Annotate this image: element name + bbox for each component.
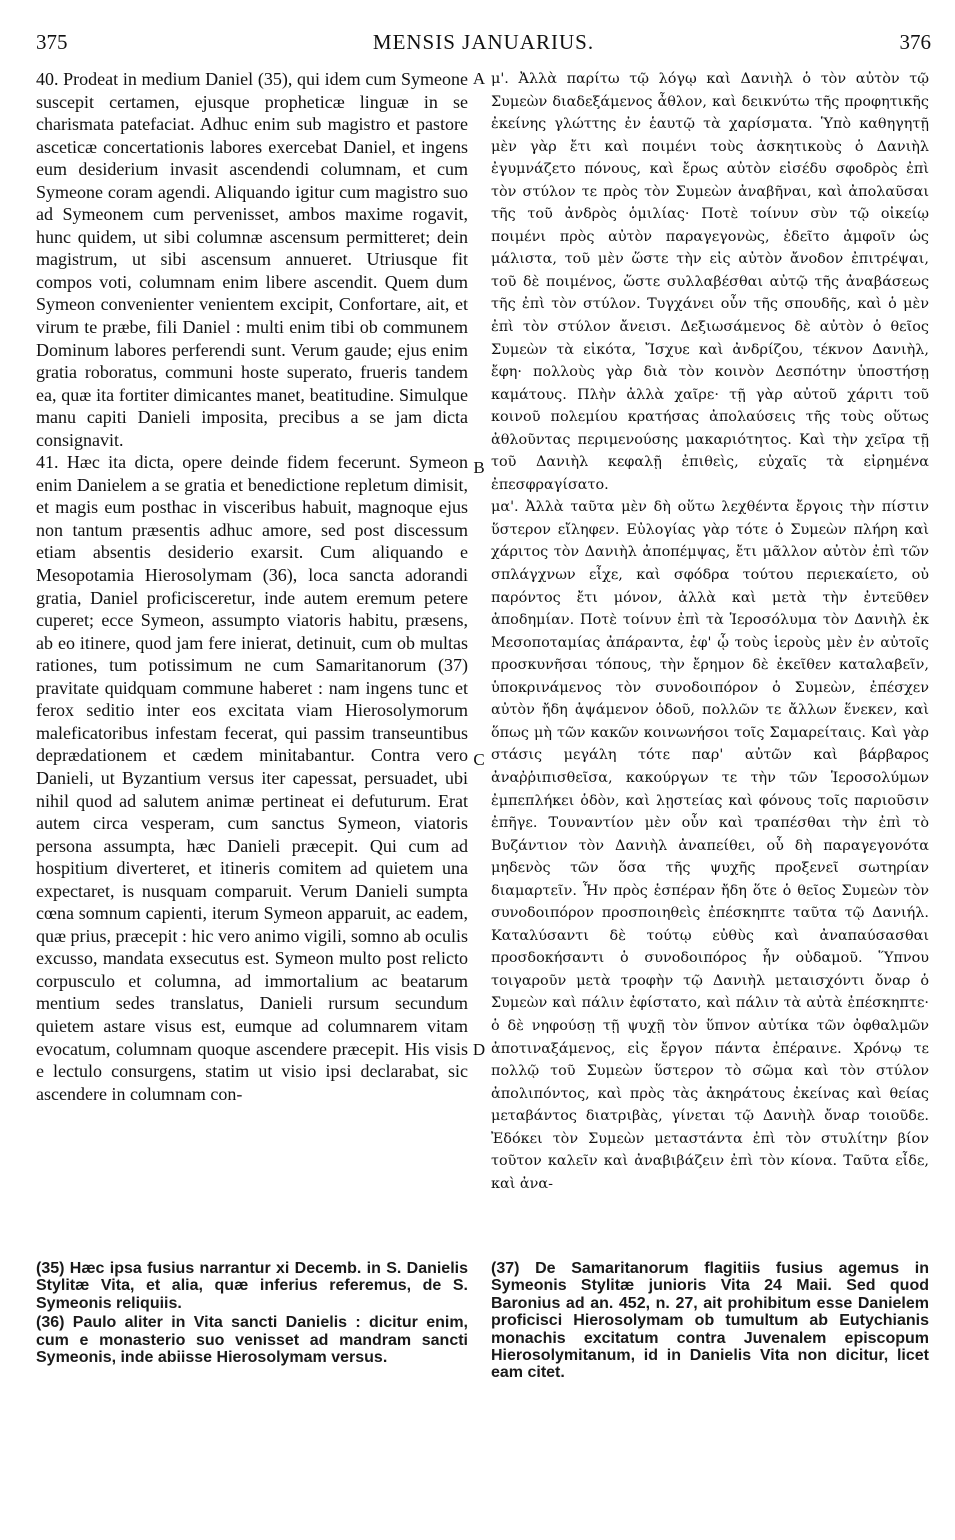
greek-paragraph-40: μ'. Ἀλλὰ παρίτω τῷ λόγῳ καὶ Δανιὴλ ὁ τὸν αὐτὸν τῷ Συμεὼν διαδεξάμενος ἆθλον, καὶ δεικνύτω τῆς προφητικῆς ἐκείνης γλώττης ἐν ἑαυτῷ τὰ χαρίσματα. Ὑπὸ καθηγητῇ μὲν γὰρ ἔτι καὶ ποιμένι τοὺς ἀσκητικοὺς ὁ Δανιὴλ ἐγυμνάζετο πόνους, καὶ ἔρως αὐτὸν εἰσέδυ σφοδρὸς ἐπὶ τὸν στύλον τε πρὸς τὸν Συμεὼν ἀναβῆναι, καὶ ἀπολαῦσαι τῆς τοῦ ἀνδρὸς ὁμιλίας· Ποτὲ τοίνυν σὺν τῷ οἰκείῳ ποιμένι πρὸς αὐτὸν παραγεγονὼς, ἐδεῖτο ἀμφοῖν ὡς μάλιστα, τοῦ μὲν ὥστε τὴν εἰς αὐτὸν ἄνοδον ἐπιτρέψαι, τοῦ δὲ ποιμένος, ὥστε συλλαβέσθαι αὐτῷ τῆς ἀναβάσεως τῆς ἐπὶ τὸν στύλον. Τυγχάνει οὖν τῆς σπουδῆς, καὶ ὁ μὲν ἐπὶ τὸν στύλον ἄνεισι. Δεξιωσάμενος δὲ αὐτὸν ὁ θεῖος Συμεὼν τὰ εἰκότα, Ἴσχυε καὶ ἀνδρίζου, τέκνον Δανιὴλ, ἔφη· πολλοὺς γὰρ διὰ τὸν κοινὸν Δεσπότην ὑποστήσῃ καμάτους. Πλὴν ἀλλὰ χαῖρε· τῇ γὰρ αὐτοῦ χάριτι τοῦ κοινοῦ πολεμίου κρατήσας ἀπολαύσεις τῆς τοὺς οὕτως ἀθλοῦντας περιμενούσης μακαριότητος. Καὶ τὴν χεῖρα τῇ τοῦ Δανιὴλ κεφαλῇ ἐπιθεὶς, εὐχαῖς τὰ εἰρημένα ἐπεσφραγίσατο. <box>491 71 929 493</box>
latin-paragraph-41: 41. Hæc ita dicta, opere deinde fidem fecerunt. Symeon enim Danielem a se gratia et benedictione repletum dimisit, et magis eum posthac in visceribus habuit, magnoque ejus non tantum præsentis adhuc amore, sed post discessum etiam absentis desiderio exarsit. Cum aliquando e Mesopotamia Hierosolymam (36), loca sancta adorandi gratia, Daniel proficisceretur, inde autem eremum petere cuperet; ecce Symeon, assumpto viatoris habitu, præsens, ab eo itinere, quod jam fere inierat, detinuit, cum ob multas rationes, tum potissimum ne cum Samaritanorum (37) pravitate quidquam commune haberet : nam ingens tunc et ferox seditio inter eos excitata viam Hierosolymorum maleficatoribus infestam fecerat, qui passim transeuntibus deprædationem et cædem minitabantur. Contra vero Danieli, ut Byzantium versus iter capessat, persuadet, ubi nihil quod ad salutem animæ pertineat ei defuturum. Erat autem circa vesperam, cum sanctus Symeon, viatoris persona assumpta, hæc Danieli præcepit. Qui cum ad hospitium diverteret, et itineris comitem ad quietem una expectaret, is nusquam comparuit. Verum Danieli sumpta cœna somnum capienti, iterum Symeon apparuit, ac eadem, quæ prius, præcepit : hic vero animo vigili, somno ab oculis excusso, mandata exsecutus est. Symeon multo post relicto corpusculo et columna, ad immortalium ac beatarum mentium sedes translatus, Danieli rursum secundum quietem astare visus est, eumque ad columnarem vitam evocatum, columnam quoque ascendere præcepit. His visis e lectulo consurgens, statim ut visio ipsi declarabat, sic ascendere in columnam con- <box>36 452 468 1104</box>
footnotes-left <box>36 1260 468 1368</box>
footnote-35: (35) Hæc ipsa fusius narrantur xi Decemb. in S. Danielis Stylitæ Vita, et alia, quæ inferius referemus, de S. Symeonis reliquiis. <box>36 1260 468 1312</box>
footnotes-right <box>491 1260 929 1384</box>
page-number-left: 375 <box>36 30 68 54</box>
margin-marker-a: A <box>472 69 486 88</box>
margin-marker-b: B <box>473 458 485 477</box>
page-header <box>36 30 931 60</box>
footnote-37: (37) De Samaritanorum flagitiis fusius agemus in Symeonis Stylitæ junioris Vita 24 Maii. Sed quod Baronius ad an. 452, n. 27, ait prohibitum esse Danielem proficisci Hierosolymam ob tumultum ab Eutychianis monachis excitatum contra Juvenalem episcopum Hierosolymitanum, id in Danielis Vita non dicitur, licet eam citet. <box>491 1260 929 1382</box>
greek-column <box>491 68 929 1195</box>
page-number-right: 376 <box>899 30 931 54</box>
latin-column <box>36 68 468 1105</box>
margin-marker-c: C <box>473 750 485 769</box>
margin-marker-d: D <box>472 1040 486 1059</box>
latin-paragraph-40: 40. Prodeat in medium Daniel (35), qui idem cum Symeone suscepit certamen, ejusque propheticæ linguæ in se charismata patefaciat. Adhuc enim sub magistro et pastore asceticæ concertationis labores exercebat Daniel, et ingens eum desiderium invasit ascendendi columnam, et cum Symeone coram agendi. Aliquando igitur cum magistro suo ad Symeonem cum pervenisset, ambos maxime rogavit, hunc quidem, ut sibi columnæ ascensum permitteret; dein magistrum, ut sibi ascensum annueret. Utriusque fit compos voti, columnam enim libere ascendit. Quem dum Symeon convenienter venientem excipit, Confortare, ait, et virum te præbe, fili Daniel : multi enim tibi ob communem Dominum labores perferendi sunt. Verum gaude; ejus enim gratia roboratus, communi hoste superato, frueris tandem ea, quæ ita fortiter dimicantes manet, beatitudine. Simulque manu capiti Danieli imposita, precibus a se jam dicta consignavit. <box>36 69 468 450</box>
footnote-36: (36) Paulo aliter in Vita sancti Danielis : dicitur enim, cum e monasterio suo venisset ad mandram sancti Symeonis, inde abiisse Hierosolymam versus. <box>36 1314 468 1367</box>
greek-paragraph-41: μα'. Ἀλλὰ ταῦτα μὲν δὴ οὕτω λεχθέντα ἔργοις τὴν πίστιν ὕστερον εἴληφεν. Εὐλογίας γὰρ τότε ὁ Συμεὼν πλήρη καὶ χάριτος τὸν Δανιὴλ ἀποπέμψας, ἔτι μᾶλλον αὐτὸν ἐπὶ τῶν σπλάγχνων εἶχε, καὶ σφόδρα τούτου περιεκαίετο, οὐ παρόντος ἔτι μόνον, ἀλλὰ καὶ μετὰ τὴν ἐντεῦθεν ἀποδημίαν. Ποτὲ τοίνυν ἐπὶ τὰ Ἱεροσόλυμα τὸν Δανιὴλ ἐκ Μεσοποταμίας ἀπάραντα, ἐφ' ᾧ τοὺς ἱεροὺς μὲν ἐν αὐτοῖς προσκυνῆσαι τόπους, τὴν ἔρημον δὲ ἐκεῖθεν καταλαβεῖν, ὑποκρινάμενος τὸν συνοδοιπόρον ὁ Συμεὼν, ἐπέσχεν αὐτὸν ἤδη ἁψάμενον ὁδοῦ, πολλῶν τε ἄλλων ἕνεκεν, καὶ ὅπως μὴ τῶν κακῶν κοινωνήσοι τοῖς Σαμαρείταις. Καὶ γὰρ στάσις μεγάλη τότε παρ' αὐτῶν καὶ βάρβαρος ἀναῤῥιπισθεῖσα, κακούργων τε τὴν τῶν Ἱεροσολύμων ἐμπεπλήκει ὁδὸν, καὶ λῃστείας καὶ φόνους τοῖς παριοῦσιν ἐπῆγε. Τουναντίον μὲν οὖν καὶ τραπέσθαι τὴν ἐπὶ τὸ Βυζάντιον τὸν Δανιὴλ ἀναπείθει, οὗ δὴ παραγεγονότα μηδενὸς τῶν ὅσα τῆς ψυχῆς προξενεῖ σωτηρίαν διαμαρτεῖν. Ἦν πρὸς ἑσπέραν ἤδη ὅτε ὁ θεῖος Συμεὼν τὸν συνοδοιπόρον προσποιηθεὶς ἐπέσκηπτε ταῦτα τῷ Δανιήλ. Καταλύσαντι δὲ τούτῳ εὐθὺς καὶ ἀναπαύσασθαι προσδοκήσαντι ὁ συνοδοιπόρος ἦν οὐδαμοῦ. Ὕπνου τοιγαροῦν μετὰ τροφὴν τῷ Δανιὴλ μεταισχόντι ὄναρ ὁ Συμεὼν καὶ πάλιν ἐφίστατο, καὶ πάλιν τὰ αὐτὰ ἐπέσκηπτε· ὁ δὲ νηφούσῃ τῇ ψυχῇ τὸν ὕπνον αὐτίκα τῶν ὀφθαλμῶν ἀποτιναξάμενος, εἰς ἔργον πάντα ἐπέραινε. Χρόνῳ τε πολλῷ τοῦ Συμεὼν ὕστερον τὸ σῶμα καὶ τὸν στύλον ἀπολιπόντος, καὶ πρὸς τὰς ἀκηράτους ἐκείνας καὶ θείας μεταβάντος διατριβὰς, γίνεται τῷ Δανιὴλ ὄναρ τοιοῦδε. Ἐδόκει τὸν Συμεὼν μεταστάντα ἐπὶ τὸν στυλίτην βίον τοῦτον καλεῖν καὶ ἀναβιβάζειν ἐπὶ τὸν κίονα. Ταῦτα εἶδε, καὶ ἀνα- <box>491 499 929 1192</box>
running-title: MENSIS JANUARIUS. <box>372 30 595 54</box>
